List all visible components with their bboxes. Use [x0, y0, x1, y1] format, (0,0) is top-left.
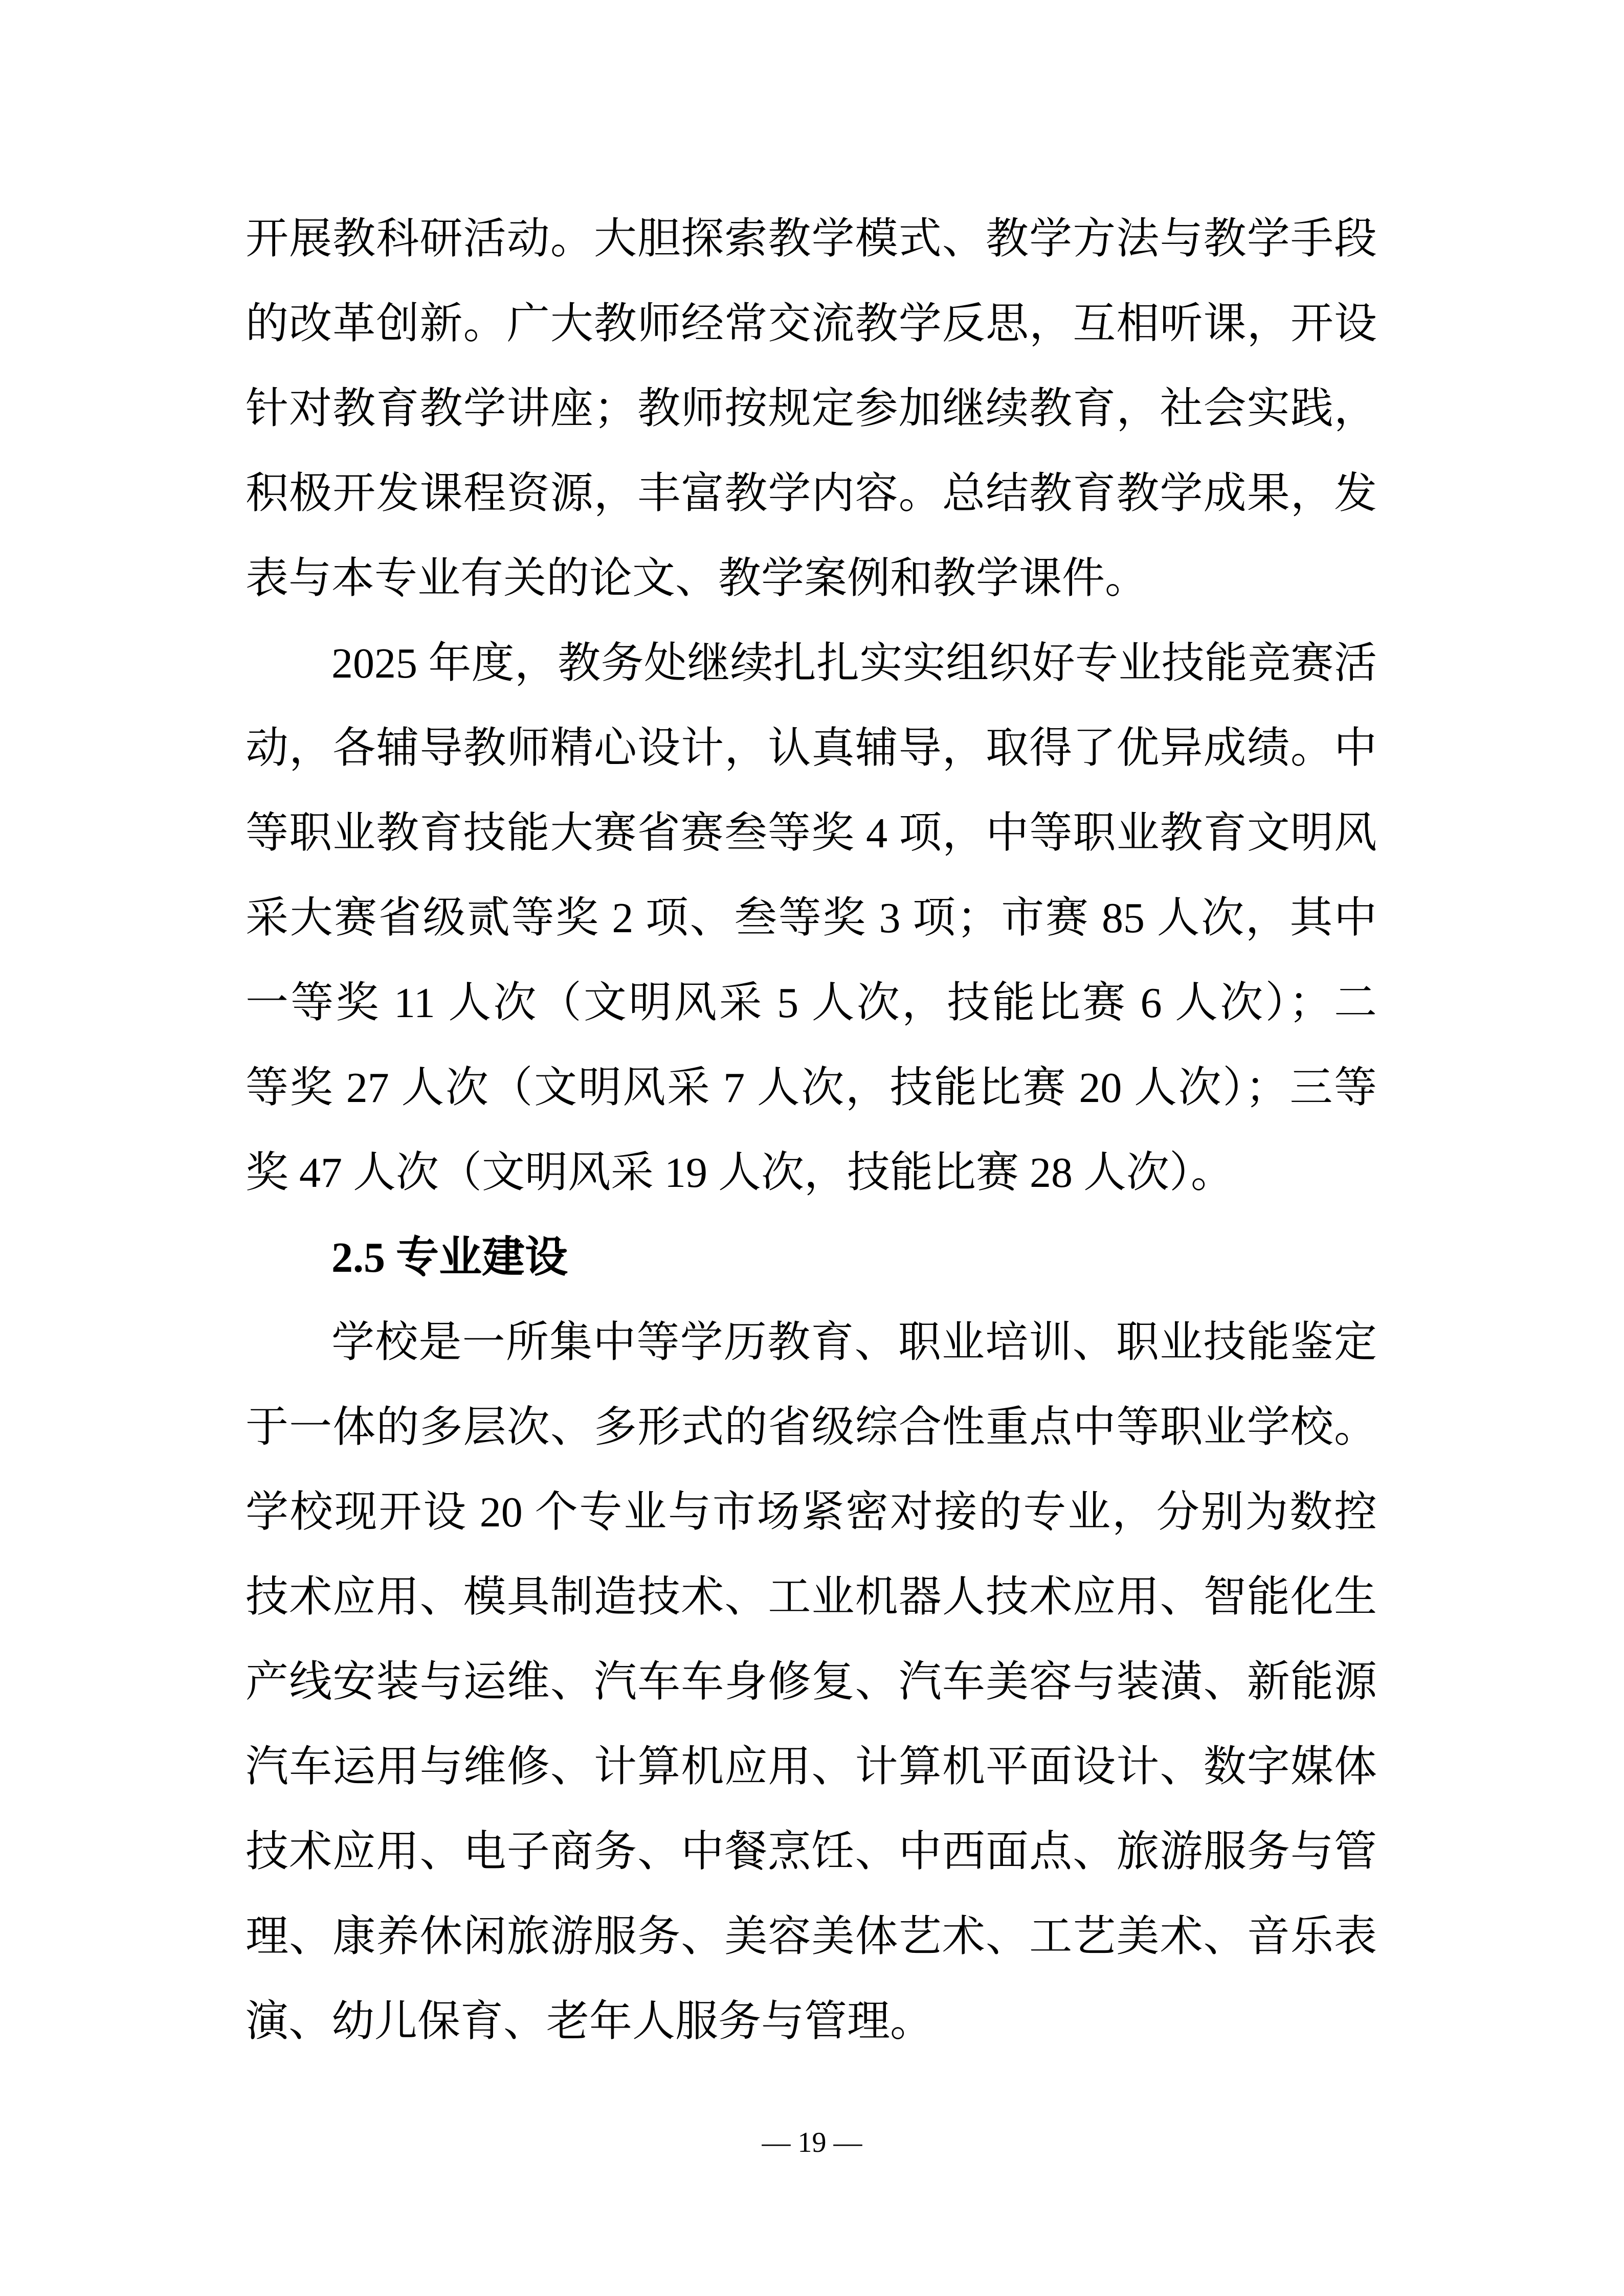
text-line: 2025 年度，教务处继续扎扎实实组织好专业技能竞赛活: [331, 640, 1377, 687]
text-line: 表与本专业有关的论文、教学案例和教学课件。: [246, 555, 1148, 602]
section-heading-2-5: 2.5 专业建设: [331, 1234, 568, 1281]
text-line: 演、幼儿保育、老年人服务与管理。: [246, 1998, 933, 2045]
text-line: 于一体的多层次、多形式的省级综合性重点中等职业学校。: [246, 1404, 1377, 1451]
text-line: 动，各辅导教师精心设计，认真辅导，取得了优异成绩。中: [246, 725, 1377, 772]
text-line: 学校是一所集中等学历教育、职业培训、职业技能鉴定: [331, 1319, 1377, 1366]
text-line: 学校现开设 20 个专业与市场紧密对接的专业，分别为数控: [246, 1489, 1377, 1536]
text-line: 奖 47 人次（文明风采 19 人次，技能比赛 28 人次）。: [246, 1149, 1234, 1197]
text-line: 理、康养休闲旅游服务、美容美体艺术、工艺美术、音乐表: [246, 1913, 1377, 1961]
text-line: 技术应用、电子商务、中餐烹饪、中西面点、旅游服务与管: [246, 1828, 1377, 1876]
text-line: 针对教育教学讲座；教师按规定参加继续教育，社会实践，: [246, 385, 1377, 433]
page-number: — 19 —: [762, 2127, 862, 2158]
text-line: 积极开发课程资源，丰富教学内容。总结教育教学成果，发: [246, 470, 1377, 517]
text-line: 的改革创新。广大教师经常交流教学反思，互相听课，开设: [246, 300, 1377, 348]
text-line: 等职业教育技能大赛省赛叁等奖 4 项，中等职业教育文明风: [246, 809, 1377, 857]
document-body: [246, 197, 1377, 2064]
text-line: 汽车运用与维修、计算机应用、计算机平面设计、数字媒体: [246, 1743, 1377, 1791]
text-line: 开展教科研活动。大胆探索教学模式、教学方法与教学手段: [246, 215, 1377, 263]
text-line: 产线安装与运维、汽车车身修复、汽车美容与装潢、新能源: [246, 1658, 1377, 1706]
text-line: 一等奖 11 人次（文明风采 5 人次，技能比赛 6 人次）；二: [246, 979, 1377, 1027]
text-line: 采大赛省级贰等奖 2 项、叁等奖 3 项；市赛 85 人次，其中: [246, 894, 1377, 942]
text-line: 等奖 27 人次（文明风采 7 人次，技能比赛 20 人次）；三等: [246, 1064, 1377, 1112]
text-line: 技术应用、模具制造技术、工业机器人技术应用、智能化生: [246, 1573, 1377, 1621]
